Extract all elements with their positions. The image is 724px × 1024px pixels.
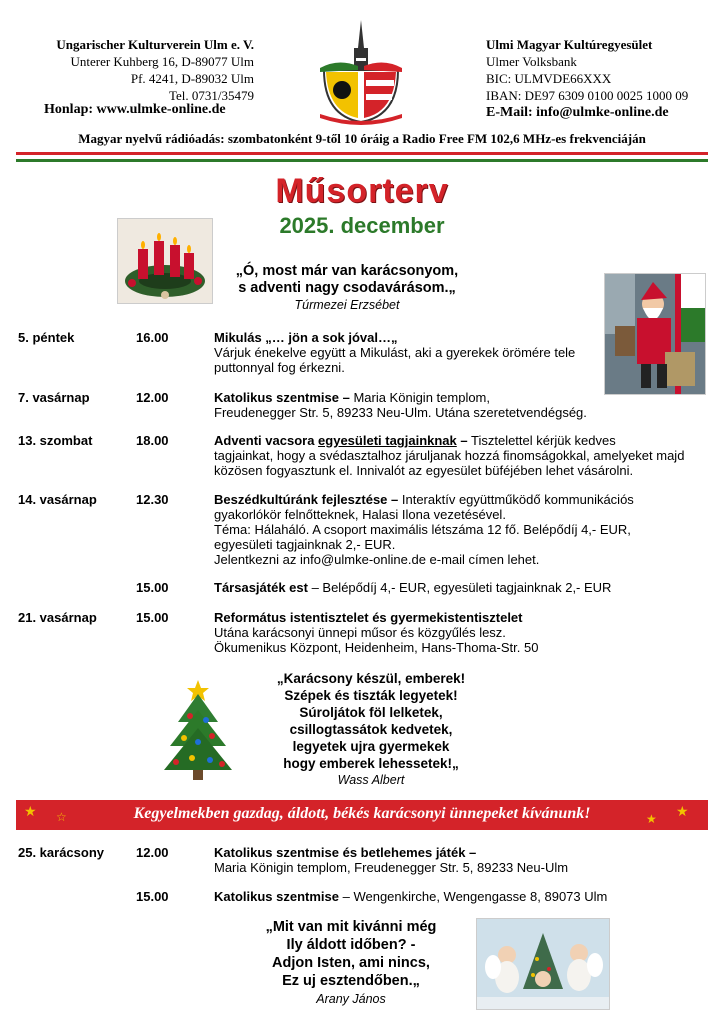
org-name-de: Ungarischer Kulturverein Ulm e. V.	[56, 37, 254, 52]
org-email[interactable]: E-Mail: info@ulmke-online.de	[486, 105, 669, 120]
event-text: puttonnyal fog érkezni.	[214, 360, 345, 375]
poem2-line: legyetek ujra gyermekek	[292, 739, 450, 754]
event-text: közösen fogyasztunk el. Innivalót az egyesület büféjében lehet vásárolni.	[214, 463, 634, 478]
poem2-line: „Karácsony készül, emberek!	[276, 671, 466, 686]
event-day: 13. szombat	[18, 433, 93, 448]
event-day: 7. vasárnap	[18, 390, 90, 405]
event-title: Katolikus szentmise –	[214, 390, 350, 405]
event-title-dash: –	[456, 433, 468, 448]
christmas-tree-image	[160, 676, 236, 784]
org-address: Unterer Kuhberg 16, D-89077 Ulm	[70, 54, 254, 69]
header-left	[44, 36, 254, 104]
event-title-underlined: egyesületi tagjainknak	[318, 433, 457, 448]
event-desc	[214, 580, 694, 595]
event-desc	[214, 390, 694, 420]
event-text: Utána karácsonyi ünnepi műsor és közgyűlés lesz.	[214, 625, 506, 640]
star-icon: ★	[646, 812, 657, 826]
event-text: Jelentkezni az info@ulmke-online.de e-mail címen lehet.	[214, 552, 540, 567]
event-time: 12.00	[136, 390, 169, 405]
poem2-line: hogy emberek lehessetek!„	[283, 756, 459, 771]
event-title: Református istentisztelet és gyermekistentisztelet	[214, 610, 523, 625]
event-text: Freudenegger Str. 5, 89233 Neu-Ulm. Utána szeretetvendégség.	[214, 405, 587, 420]
poem3-author: Arany János	[316, 992, 386, 1006]
poem2-line: csillogtassátok kedvetek,	[289, 722, 453, 737]
event-title: Katolikus szentmise és betlehemes játék –	[214, 845, 477, 860]
event-day: 25. karácsony	[18, 845, 105, 860]
org-website[interactable]: Honlap: www.ulmke-online.de	[44, 102, 226, 117]
event-desc	[214, 433, 694, 478]
event-text: – Belépődíj 4,- EUR, egyesületi tagjainknak 2,- EUR	[307, 580, 612, 595]
org-po-box: Pf. 4241, D-89032 Ulm	[130, 71, 254, 86]
event-text: Téma: Hálaháló. A csoport maximális létszáma 12 fő. Belépődíj 4,- EUR,	[214, 522, 631, 537]
event-text: egyesületi tagjainknak 2,- EUR.	[214, 537, 396, 552]
page-subtitle: 2025. december	[279, 213, 445, 238]
event-desc	[214, 845, 694, 875]
event-day: 5. péntek	[18, 330, 75, 345]
event-time: 12.30	[136, 492, 169, 507]
poem3-line: „Mit van mit kivánni még	[265, 919, 437, 935]
event-time: 16.00	[136, 330, 169, 345]
event-time: 15.00	[136, 610, 169, 625]
event-time: 18.00	[136, 433, 169, 448]
angels-image	[476, 918, 610, 1010]
poem3-line: Ily áldott időben? -	[286, 937, 416, 953]
poem1-author: Túrmezei Erzsébet	[294, 298, 400, 312]
header-right	[486, 36, 688, 121]
poem-arany-janos	[236, 918, 466, 1008]
advent-wreath-image	[117, 218, 213, 304]
radio-info: Magyar nyelvű rádióadás: szombatonként 9-től 10 óráig a Radio Free FM 102,6 MHz-es frekvenciáján	[78, 131, 646, 146]
poem2-author: Wass Albert	[337, 773, 405, 787]
bank-bic: BIC: ULMVDE66XXX	[486, 71, 612, 86]
bank-iban: IBAN: DE97 6309 0100 0025 1000 09	[486, 88, 689, 103]
greeting-text: Kegyelmekben gazdag, áldott, békés karácsonyi ünnepeket kívánunk!	[133, 805, 591, 822]
event-title: Beszédkultúránk fejlesztése –	[214, 492, 399, 507]
event-text: Interaktív együttműködő kommunikációs	[398, 492, 634, 507]
event-desc	[214, 889, 694, 904]
star-icon: ★	[676, 803, 689, 819]
star-icon: ☆	[56, 810, 67, 824]
org-tel: Tel. 0731/35479	[168, 88, 254, 103]
event-text: Tisztelettel kérjük kedves	[467, 433, 616, 448]
event-text: Maria Königin templom, Freudenegger Str. 5, 89233 Neu-Ulm	[214, 860, 569, 875]
event-desc	[214, 330, 694, 375]
event-text: tagjainkat, hogy a svédasztalhoz járuljanak hozzá finomságokkal, amelyeket majd	[214, 448, 685, 463]
event-time: 12.00	[136, 845, 169, 860]
event-text: Ökumenikus Központ, Heidenheim, Hans-Thoma-Str. 50	[214, 640, 539, 655]
event-desc	[214, 610, 694, 655]
event-title: Adventi vacsora	[214, 433, 319, 448]
crest-logo	[318, 18, 404, 126]
poem-turmezei	[212, 263, 482, 314]
event-day: 14. vasárnap	[18, 492, 97, 507]
stripe-green	[16, 159, 708, 162]
event-time: 15.00	[136, 580, 169, 595]
stripe-red	[16, 152, 708, 155]
event-title: Mikulás „… jön a sok jóval…„	[214, 330, 398, 345]
event-title: Katolikus szentmise	[214, 889, 339, 904]
event-text: – Wengenkirche, Wengengasse 8, 89073 Ulm	[339, 889, 608, 904]
poem1-line1: „Ó, most már van karácsonyom,	[235, 263, 459, 279]
event-time: 15.00	[136, 889, 169, 904]
event-text: Maria Königin templom,	[349, 390, 490, 405]
bank-name: Ulmer Volksbank	[486, 54, 577, 69]
page-title: Műsorterv	[275, 172, 449, 210]
poem3-line: Adjon Isten, ami nincs,	[272, 955, 430, 971]
org-name-hu: Ulmi Magyar Kultúregyesület	[486, 37, 653, 52]
event-text: Várjuk énekelve együtt a Mikulást, aki a gyerekek örömére tele	[214, 345, 576, 360]
poem3-line: Ez uj esztendőben.„	[282, 973, 420, 989]
event-desc	[214, 492, 694, 567]
poem1-line2: s adventi nagy csodavárásom.„	[238, 280, 456, 296]
poem2-line: Szépek és tiszták legyetek!	[284, 688, 458, 703]
event-text: gyakorlókör felnőtteknek, Halasi Ilona vezetésével.	[214, 507, 506, 522]
poem-wass-albert	[236, 670, 506, 789]
star-icon: ★	[24, 803, 37, 819]
event-day: 21. vasárnap	[18, 610, 97, 625]
event-title: Társasjáték est	[214, 580, 308, 595]
poem2-line: Súroljátok föl lelketek,	[299, 705, 443, 720]
